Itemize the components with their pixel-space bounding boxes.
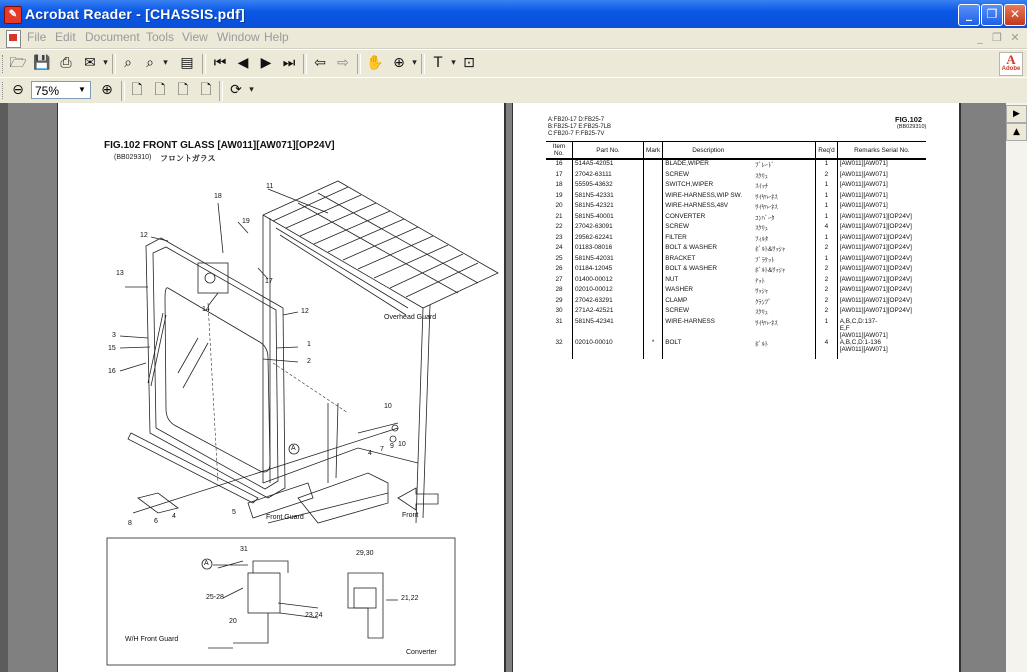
cell-jp: ｽｸﾘｭ: [753, 171, 816, 182]
callout-11: 11: [266, 183, 274, 190]
cell-mark: [644, 171, 663, 182]
cell-jp: ﾅｯﾄ: [753, 276, 816, 287]
text-select-dropdown-icon[interactable]: ▾: [451, 58, 456, 68]
cell-part: 27042-63091: [573, 223, 644, 234]
cell-mark: [644, 159, 663, 171]
menu-help[interactable]: Help: [264, 30, 289, 44]
callout-a-inset: A: [204, 560, 209, 567]
table-row: [546, 234, 926, 245]
cell-remarks: [AW011][AW071][OP24V]: [839, 254, 912, 262]
cell-remarks: [AW011][AW071]: [839, 181, 888, 188]
menu-file[interactable]: File: [27, 30, 47, 44]
search-binoculars-icon[interactable]: ⌕: [124, 55, 132, 71]
toolbar-separator: [112, 54, 116, 74]
go-forward-icon[interactable]: ⇨: [337, 55, 349, 71]
cell-qty: 1: [816, 318, 838, 339]
previous-page-icon[interactable]: ◀: [237, 55, 249, 71]
actual-size-icon[interactable]: 🗋: [131, 82, 143, 98]
cell-item: 19: [546, 192, 573, 203]
cell-jp: ｺﾝﾊﾞｰﾀ: [753, 213, 816, 224]
table-row: [546, 318, 926, 339]
text-select-tool-icon[interactable]: T: [433, 55, 443, 71]
callout-3: 3: [112, 332, 116, 339]
diagram-lines: [107, 181, 498, 665]
cell-mark: [644, 244, 663, 255]
cell-qty: 1: [816, 255, 838, 266]
callout-14: 14: [202, 306, 210, 313]
next-page-icon[interactable]: ▶: [260, 55, 272, 71]
cell-part: 55595-43632: [573, 181, 644, 192]
cell-mark: [644, 202, 663, 213]
cell-desc: BOLT: [665, 338, 682, 346]
cell-mark: [644, 265, 663, 276]
cell-qty: 2: [816, 286, 838, 297]
toolbar-separator: [219, 81, 223, 101]
go-back-icon[interactable]: ⇦: [314, 55, 326, 71]
cell-jp: ｸﾗﾝﾌﾟ: [753, 297, 816, 308]
cell-item: 31: [546, 318, 573, 339]
cell-qty: 2: [816, 171, 838, 182]
callout-21-22: 21,22: [401, 595, 419, 602]
table-row: [546, 202, 926, 213]
front-label: Front: [402, 512, 419, 519]
table-row: [546, 244, 926, 255]
cell-qty: 4: [816, 339, 838, 359]
toolbar-separator: [202, 54, 206, 74]
cell-part: 581N5-42331: [573, 192, 644, 203]
cell-qty: 4: [816, 223, 838, 234]
callout-12b: 12: [301, 308, 309, 315]
cell-mark: [644, 255, 663, 266]
cell-part: 02010-00012: [573, 286, 644, 297]
table-row: [546, 307, 926, 318]
cell-remarks: [AW011][AW071][OP24V]: [839, 244, 912, 251]
cell-jp: ﾎﾞﾙﾄ: [753, 339, 816, 359]
cell-desc: BLADE,WIPER: [665, 160, 709, 167]
cell-qty: 1: [816, 159, 838, 171]
table-row: [546, 265, 926, 276]
cell-desc: SCREW: [665, 223, 689, 230]
parts-table-header: [546, 142, 926, 160]
window-title: Acrobat Reader - [CHASSIS.pdf]: [25, 6, 245, 22]
adobe-logo: A Adobe: [999, 52, 1023, 76]
menu-bar: [0, 28, 1027, 49]
zoom-in-icon[interactable]: ⊕: [101, 82, 113, 98]
toolbar-separator: [303, 54, 307, 74]
cell-remarks: [AW011][AW071]: [839, 170, 888, 178]
cell-jp: ﾜｯｼｬ: [753, 286, 816, 297]
table-row: [546, 276, 926, 287]
cell-qty: 2: [816, 265, 838, 276]
zoom-in-tool-icon[interactable]: ⊕: [393, 55, 405, 71]
cell-desc: SWITCH,WIPER: [665, 181, 714, 188]
figure-japanese-title: フロントガラス: [160, 154, 216, 163]
callout-a-label: A: [291, 445, 296, 452]
menu-tools[interactable]: Tools: [146, 30, 175, 44]
front-guard-label: Front Guard: [266, 514, 304, 521]
fit-visible-icon[interactable]: 🗋: [200, 82, 212, 98]
cell-jp: ﾎﾞﾙﾄ&ﾜｯｼｬ: [753, 244, 816, 255]
table-row: [546, 171, 926, 182]
save-icon[interactable]: 💾: [33, 55, 51, 71]
callout-2: 2: [307, 358, 311, 365]
cell-jp: ｽｲｯﾁ: [753, 181, 816, 192]
fit-width-icon[interactable]: 🗋: [177, 82, 189, 98]
open-folder-icon[interactable]: 🗁: [9, 55, 27, 71]
doc-restore-button[interactable]: ❐: [992, 31, 1002, 44]
email-dropdown-icon[interactable]: ▾: [103, 58, 108, 68]
cell-remarks: [AW011][AW071][OP24V]: [839, 275, 912, 283]
menu-edit[interactable]: Edit: [55, 30, 76, 44]
cell-desc: NUT: [665, 275, 679, 283]
cell-desc: WIRE-HARNESS,48V: [665, 202, 729, 209]
col-reqd: Req'd: [816, 142, 838, 160]
acrobat-app-icon[interactable]: ✎: [4, 6, 22, 24]
cell-remarks: A,B,C,D:137- E,F [AW011][AW071]: [839, 317, 888, 339]
menu-view[interactable]: View: [182, 30, 208, 44]
cell-jp: ﾜｲﾔﾊｰﾈｽ: [753, 318, 816, 339]
toolbar-separator: [121, 81, 125, 101]
col-description-jp: [753, 142, 816, 160]
cell-qty: 1: [816, 213, 838, 224]
model-line-3: C:FB20-7 F:FB25-7V: [548, 131, 605, 137]
cell-desc: CLAMP: [665, 296, 688, 304]
cell-remarks: [AW011][AW071][OP24V]: [839, 307, 912, 314]
doc-close-button[interactable]: ✕: [1010, 31, 1020, 44]
menu-window[interactable]: Window: [217, 30, 260, 44]
callout-7: 7: [380, 446, 384, 453]
callout-13: 13: [116, 270, 124, 277]
cell-qty: 1: [816, 181, 838, 192]
cell-mark: [644, 307, 663, 318]
email-icon[interactable]: ✉: [84, 55, 96, 71]
cell-part: 01183-08016: [573, 244, 644, 255]
title-bar: [0, 0, 1027, 28]
parts-table: [546, 141, 926, 359]
cell-qty: 2: [816, 297, 838, 308]
scroll-up-arrow[interactable]: ▲: [1006, 123, 1027, 141]
cell-desc: WIRE-HARNESS,WIP SW.: [665, 191, 743, 199]
table-row: [546, 181, 926, 192]
figure-title: FIG.102 FRONT GLASS [AW011][AW071][OP24V]: [104, 140, 335, 151]
cell-remarks: [AW011][AW071][OP24V]: [839, 233, 912, 241]
rotate-dropdown-icon[interactable]: ▾: [249, 85, 254, 95]
cell-item: 30: [546, 307, 573, 318]
cell-jp: ﾜｲﾔﾊｰﾈｽ: [753, 202, 816, 213]
cell-jp: ｽｸﾘｭ: [753, 223, 816, 234]
cell-item: 17: [546, 171, 573, 182]
cell-mark: [644, 223, 663, 234]
figure-code-right: (BB029310): [897, 124, 927, 130]
cell-item: 25: [546, 255, 573, 266]
toolbar-grip[interactable]: [2, 55, 6, 73]
fit-page-icon[interactable]: 🗋: [154, 82, 166, 98]
view-toolbar: [0, 77, 1027, 104]
cell-mark: [644, 192, 663, 203]
zoom-level-input[interactable]: [31, 81, 91, 99]
show-navigation-pane-icon[interactable]: ▤: [180, 55, 194, 71]
toolbar-grip[interactable]: [2, 82, 6, 99]
cell-item: 27: [546, 276, 573, 287]
cell-jp: ﾎﾞﾙﾄ&ﾜｯｼｬ: [753, 265, 816, 276]
scroll-next-page-icon[interactable]: ▶: [1006, 105, 1027, 123]
cell-remarks: [AW011][AW071]: [839, 191, 888, 199]
col-part-no: Part No.: [573, 142, 644, 160]
first-page-icon[interactable]: ⏮: [213, 55, 227, 71]
vertical-scrollbar[interactable]: [1006, 103, 1027, 672]
cell-desc: CONVERTER: [665, 212, 706, 220]
cell-part: 02010-00010: [573, 339, 644, 359]
cell-mark: [644, 318, 663, 339]
cell-remarks: [AW011][AW071][OP24V]: [839, 296, 912, 304]
cell-item: 26: [546, 265, 573, 276]
snapshot-tool-icon[interactable]: ⊡: [463, 55, 475, 71]
cell-mark: [644, 181, 663, 192]
callout-4b: 4: [172, 513, 176, 520]
cell-part: 01400-00012: [573, 276, 644, 287]
menu-document[interactable]: Document: [85, 30, 140, 44]
figure-title-right: FIG.102: [895, 115, 923, 124]
cell-desc: BRACKET: [665, 254, 696, 262]
table-row: [546, 286, 926, 297]
cell-remarks: [AW011][AW071]: [839, 160, 888, 167]
cell-item: 23: [546, 234, 573, 245]
last-page-icon[interactable]: ⏭: [282, 55, 296, 71]
cell-qty: 1: [816, 192, 838, 203]
toolbar-separator: [357, 54, 361, 74]
cell-mark: [644, 286, 663, 297]
col-item-no: Item No.: [546, 142, 573, 160]
converter-label: Converter: [406, 649, 437, 656]
hand-tool-icon[interactable]: ✋: [366, 55, 384, 71]
cell-item: 20: [546, 202, 573, 213]
callout-29-30: 29,30: [356, 550, 374, 557]
cell-mark: *: [644, 339, 663, 359]
doc-minimize-button[interactable]: _: [977, 31, 983, 44]
callout-10: 10: [384, 403, 392, 410]
toolbar-separator: [421, 54, 425, 74]
cell-mark: [644, 297, 663, 308]
cell-part: 271A2-42521: [573, 307, 644, 318]
cell-item: 24: [546, 244, 573, 255]
cell-item: 18: [546, 181, 573, 192]
close-button[interactable]: ✕: [1004, 4, 1026, 26]
find-dropdown-icon[interactable]: ▾: [163, 58, 168, 68]
cell-remarks: [AW011][AW071][OP24V]: [839, 212, 912, 220]
cell-jp: ﾌﾞﾗｹｯﾄ: [753, 255, 816, 266]
table-row: [546, 339, 926, 359]
cell-mark: [644, 234, 663, 245]
pdf-page-left: [57, 103, 506, 672]
cell-desc: WIRE-HARNESS: [665, 317, 715, 325]
callout-16: 16: [108, 368, 116, 375]
cell-qty: 2: [816, 276, 838, 287]
navigation-pane-edge[interactable]: [0, 103, 8, 672]
cell-jp: ﾌﾞﾚｰﾄﾞ: [753, 159, 816, 171]
cell-part: 514A5-42051: [573, 159, 644, 171]
table-row: [546, 159, 926, 171]
cell-qty: 1: [816, 202, 838, 213]
cell-desc: SCREW: [665, 307, 689, 314]
callout-18: 18: [214, 193, 222, 200]
callout-9: 9: [390, 443, 394, 450]
callout-15: 15: [108, 345, 116, 352]
col-remarks: Remarks Serial No.: [837, 142, 926, 160]
wh-front-guard-label: W/H Front Guard: [125, 636, 179, 643]
chevron-down-icon[interactable]: ▼: [78, 85, 86, 94]
minimize-button[interactable]: _: [958, 4, 980, 26]
callout-4: 4: [368, 450, 372, 457]
exploded-diagram: [58, 103, 504, 672]
rotate-view-icon[interactable]: ⟳: [230, 82, 242, 98]
cell-desc: FILTER: [665, 233, 687, 241]
cell-remarks: [AW011][AW071][OP24V]: [839, 286, 912, 293]
cell-desc: BOLT & WASHER: [665, 244, 717, 251]
col-description: Description: [663, 142, 754, 160]
cell-jp: ｽｸﾘｭ: [753, 307, 816, 318]
callout-31: 31: [240, 546, 248, 553]
cell-item: 28: [546, 286, 573, 297]
cell-part: 581N5-42321: [573, 202, 644, 213]
pdf-page-right: [512, 103, 961, 672]
cell-jp: ﾌｨﾙﾀ: [753, 234, 816, 245]
callout-23-24: 23,24: [305, 612, 323, 619]
cell-part: 01184-12045: [573, 265, 644, 276]
cell-part: 581N5-40001: [573, 213, 644, 224]
overhead-guard-label: Overhead Guard: [384, 314, 437, 321]
cell-item: 22: [546, 223, 573, 234]
table-row: [546, 297, 926, 308]
cell-remarks: [AW011][AW071][OP24V]: [839, 265, 912, 272]
cell-remarks: [AW011][AW071]: [839, 202, 888, 209]
document-icon[interactable]: [6, 30, 21, 48]
cell-item: 16: [546, 159, 573, 171]
cell-qty: 1: [816, 234, 838, 245]
cell-item: 29: [546, 297, 573, 308]
col-mark: Mark: [644, 142, 663, 160]
callout-6: 6: [154, 518, 158, 525]
cell-remarks: A,B,C,D:1-136 [AW011][AW071]: [839, 338, 888, 353]
table-row: [546, 192, 926, 203]
cell-item: 32: [546, 339, 573, 359]
cell-item: 21: [546, 213, 573, 224]
cell-part: 27042-63291: [573, 297, 644, 308]
model-line-2: B:FB25-17 E:FB25-7LB: [548, 124, 612, 130]
zoom-tool-dropdown-icon[interactable]: ▾: [412, 58, 417, 68]
cell-part: 29562-62241: [573, 234, 644, 245]
figure-code: (BB029310): [114, 154, 152, 161]
callout-20: 20: [229, 618, 237, 625]
callout-19: 19: [242, 218, 250, 225]
cell-part: 581N5-42341: [573, 318, 644, 339]
restore-button[interactable]: ❐: [981, 4, 1003, 26]
cell-part: 27042-63111: [573, 171, 644, 182]
find-icon[interactable]: ⌕: [146, 55, 154, 71]
table-row: [546, 213, 926, 224]
cell-part: 581N5-42031: [573, 255, 644, 266]
cell-remarks: [AW011][AW071][OP24V]: [839, 223, 912, 230]
model-line-1: A:FB20-17 D:FB25-7: [548, 117, 605, 123]
cell-jp: ﾜｲﾔﾊｰﾈｽ: [753, 192, 816, 203]
cell-qty: 2: [816, 244, 838, 255]
zoom-level-value: 75%: [35, 84, 60, 98]
callout-1: 1: [307, 341, 311, 348]
cell-qty: 2: [816, 307, 838, 318]
main-toolbar: [0, 49, 1027, 78]
callout-12: 12: [140, 232, 148, 239]
callout-5: 5: [232, 509, 236, 516]
cell-desc: SCREW: [665, 170, 689, 178]
print-icon[interactable]: ⎙: [60, 55, 72, 71]
callout-17: 17: [265, 278, 273, 285]
table-row: [546, 223, 926, 234]
cell-mark: [644, 213, 663, 224]
cell-desc: BOLT & WASHER: [665, 265, 717, 272]
zoom-out-icon[interactable]: ⊖: [12, 82, 24, 98]
callout-10b: 10: [398, 441, 406, 448]
cell-desc: WASHER: [665, 286, 694, 293]
callout-8: 8: [128, 520, 132, 527]
callout-25-28: 25-28: [206, 594, 224, 601]
table-row: [546, 255, 926, 266]
cell-mark: [644, 276, 663, 287]
